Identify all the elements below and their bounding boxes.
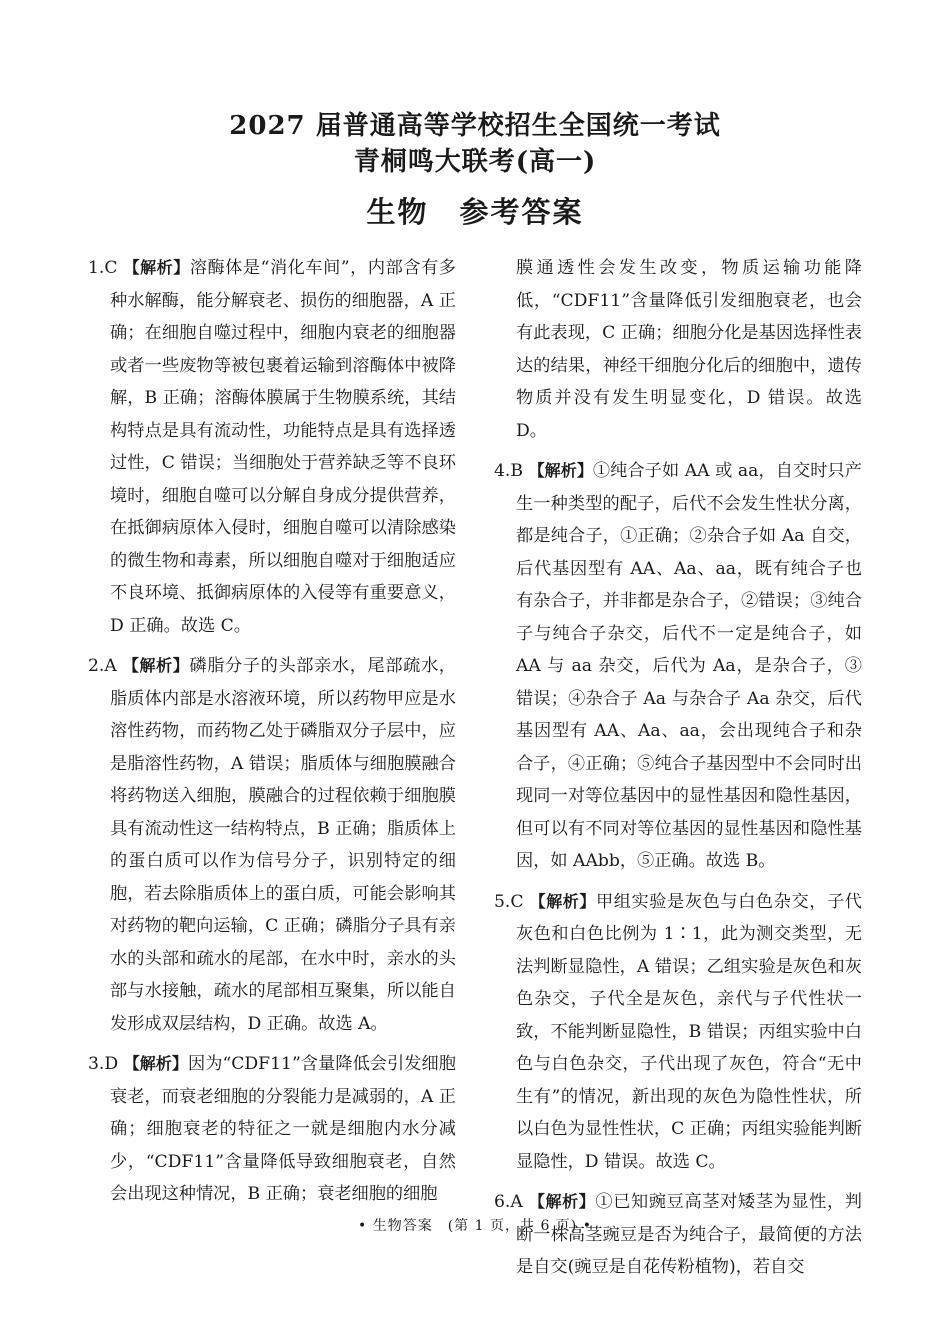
answer-item-1 <box>88 252 456 642</box>
left-column <box>88 252 456 1219</box>
analysis-tag: 【解析】 <box>528 461 593 480</box>
question-number: 5. <box>494 891 511 912</box>
answer-letter: C <box>104 258 118 278</box>
analysis-text: 甲组实验是灰色与白色杂交，子代灰色和白色比例为 1∶1，此为测交类型，无法判断显隐性，A 错误；乙组实验是灰色和灰色杂交，子代全是灰色，亲代与子代性状一致，不能判断显隐性，B 错误；丙组实验中白色与白色杂交，子代出现了灰色，符合“无中生有”的情况，新出现的灰色为隐性性状，所以白色为显性性状，C 正确；丙组实验能判断显隐性，D 错误。故选 C。 <box>516 891 862 1172</box>
analysis-tag: 【解析】 <box>122 656 190 675</box>
analysis-tag: 【解析】 <box>123 1054 188 1073</box>
page-header <box>0 108 950 232</box>
question-number: 4. <box>494 461 511 481</box>
analysis-text: 因为“CDF11”含量降低会引发细胞衰老，而衰老细胞的分裂能力是减弱的，A 正确；细胞衰老的特征之一就是细胞内水分减少，“CDF11”含量降低导致细胞衰老，自然会出现这种情况，B 正确；衰老细胞的细胞 <box>110 1054 456 1204</box>
analysis-text: 磷脂分子的头部亲水，尾部疏水，脂质体内部是水溶液环境，所以药物甲应是水溶性药物，而药物乙处于磷脂双分子层中，应是脂溶性药物，A 错误；脂质体与细胞膜融合将药物送入细胞，膜融合的过程依赖于细胞膜具有流动性这一结构特点，B 正确；脂质体上的蛋白质可以作为信号分子，识别特定的细胞，若去除脂质体上的蛋白质，可能会影响其对药物的靶向运输，C 正确；磷脂分子具有亲水的头部和疏水的尾部，在水中时，亲水的头部与水接触，疏水的尾部相互聚集，所以能自发形成双层结构，D 正确。故选 A。 <box>110 656 456 1034</box>
answer-item-4 <box>494 455 862 878</box>
answer-item-5 <box>494 886 862 1179</box>
document-subtitle: 生物 参考答案 <box>366 195 584 229</box>
page-footer: • 生物答案 (第 1 页，共 6 页) • <box>358 1218 592 1234</box>
right-column <box>494 252 862 1292</box>
analysis-tag: 【解析】 <box>528 1192 596 1211</box>
answer-item-3 <box>88 1048 456 1211</box>
answer-letter: C <box>510 891 524 912</box>
analysis-tag: 【解析】 <box>123 258 190 277</box>
answer-letter: A <box>104 656 117 676</box>
analysis-tag: 【解析】 <box>529 891 596 911</box>
question-number: 2. <box>88 656 105 676</box>
exam-title-line2: 青桐鸣大联考(高一) <box>353 147 597 177</box>
answer-item-2 <box>88 650 456 1040</box>
analysis-text: ①已知豌豆高茎对矮茎为显性，判断一株高茎豌豆是否为纯合子，最简便的方法是自交(豌豆是自花传粉植物)，若自交 <box>516 1192 862 1277</box>
exam-title-line1: 2027 届普通高等学校招生全国统一考试 <box>229 111 721 141</box>
answer-letter: B <box>510 461 524 481</box>
answer-letter: D <box>104 1054 119 1074</box>
answer-item-3-continued: 膜通透性会发生改变，物质运输功能降低，“CDF11”含量降低引发细胞衰老，也会有此表现，C 正确；细胞分化是基因选择性表达的结果，神经干细胞分化后的细胞中，遗传物质并没有发生明显变化，D 错误。故选 D。 <box>516 258 862 441</box>
question-number: 3. <box>88 1054 105 1074</box>
answer-letter: A <box>510 1192 523 1212</box>
analysis-text: 溶酶体是“消化车间”，内部含有多种水解酶，能分解衰老、损伤的细胞器，A 正确；在细胞自噬过程中，细胞内衰老的细胞器或者一些废物等被包裹着运输到溶酶体中被降解，B 正确；溶酶体膜属于生物膜系统，其结构特点是具有流动性，功能特点是具有选择透过性，C 错误；当细胞处于营养缺乏等不良环境时，细胞自噬可以分解自身成分提供营养，在抵御病原体入侵时，细胞自噬可以清除感染的微生物和毒素，所以细胞自噬对于细胞适应不良环境、抵御病原体的入侵等有重要意义，D 正确。故选 C。 <box>110 258 456 636</box>
question-number: 1. <box>88 258 105 278</box>
analysis-text: ①纯合子如 AA 或 aa，自交时只产生一种类型的配子，后代不会发生性状分离，都是纯合子，①正确；②杂合子如 Aa 自交，后代基因型有 AA、Aa、aa，既有纯合子也有杂合子，并非都是杂合子，②错误；③纯合子与纯合子杂交，后代不一定是纯合子，如 AA 与 aa 杂交，后代为 Aa，是杂合子，③错误；④杂合子 Aa 与杂合子 Aa 杂交，后代基因型有 AA、Aa、aa，会出现纯合子和杂合子，④正确；⑤纯合子基因型中不会同时出现同一对等位基因中的显性基因和隐性基因，但可以有不同对等位基因的显性基因和隐性基因，如 AAbb，⑤正确。故选 B。 <box>516 461 862 871</box>
question-number: 6. <box>494 1192 511 1212</box>
